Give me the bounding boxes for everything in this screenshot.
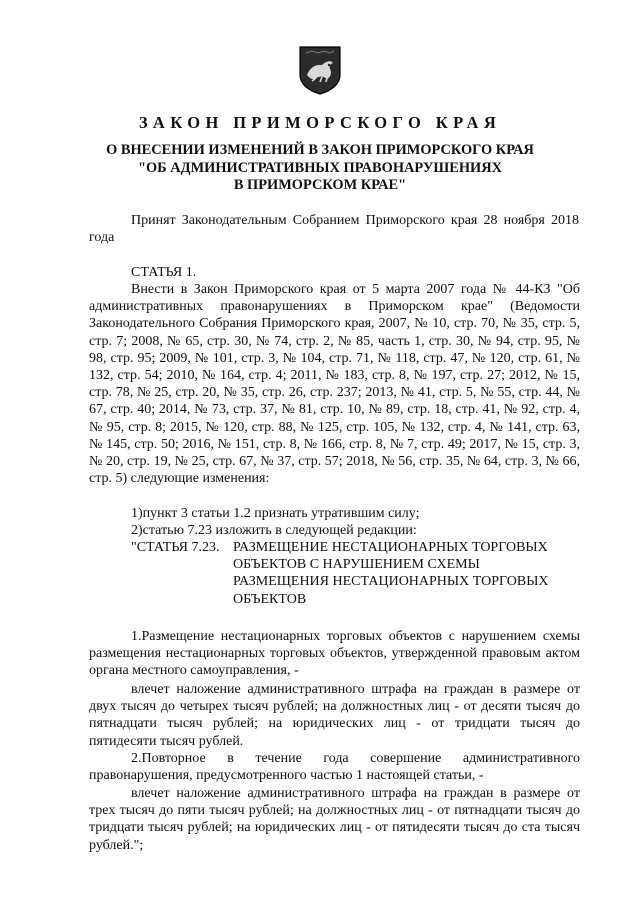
article-7-23-title-line: РАЗМЕЩЕНИЯ НЕСТАЦИОНАРНЫХ ТОРГОВЫХ bbox=[233, 574, 549, 590]
law-subtitle bbox=[0, 142, 640, 195]
article-7-23-title-line: ОБЪЕКТОВ С НАРУШЕНИЕМ СХЕМЫ bbox=[233, 557, 480, 573]
article-7-23-part-2: 2.Повторное в течение года совершение административного правонарушения, предусмотренного частью 1 настоящей статьи, - bbox=[89, 751, 580, 784]
article-7-23-title bbox=[233, 539, 593, 608]
article-1-heading: СТАТЬЯ 1. bbox=[131, 265, 197, 280]
article-7-23-title-line: ОБЪЕКТОВ bbox=[233, 591, 307, 607]
article-1-item-2: 2)статью 7.23 изложить в следующей редакции: bbox=[131, 523, 417, 538]
adoption-note: Принят Законодательным Собранием Приморского края 28 ноября 2018 года bbox=[89, 213, 579, 246]
article-7-23-title-line: РАЗМЕЩЕНИЕ НЕСТАЦИОНАРНЫХ ТОРГОВЫХ bbox=[233, 540, 548, 555]
article-7-23-part-2-penalty: влечет наложение административного штрафа на граждан в размере от трех тысяч до пяти тысяч рублей; на должностных лиц - от пятнадцати тысяч до тридцати тысяч рублей; на юридических лиц - от пятидесяти тысяч до ста тысяч рублей."; bbox=[89, 786, 580, 853]
subtitle-line: "ОБ АДМИНИСТРАТИВНЫХ ПРАВОНАРУШЕНИЯХ bbox=[138, 159, 502, 176]
subtitle-line: О ВНЕСЕНИИ ИЗМЕНЕНИЙ В ЗАКОН ПРИМОРСКОГО КРАЯ bbox=[106, 142, 534, 158]
article-7-23-part-1-penalty: влечет наложение административного штрафа на граждан в размере от двух тысяч до четырех тысяч рублей; на должностных лиц - от десяти тысяч до пятнадцати тысяч рублей; на юридических лиц - от тридцати тысяч до пятидесяти тысяч рублей. bbox=[89, 682, 580, 749]
article-1-body: Внести в Закон Приморского края от 5 марта 2007 года № 44-КЗ "Об административных правонарушениях в Приморском крае" (Ведомости Законодательного Собрания Приморского края, 2007, № 10, стр. 70, № 35, стр. 5, стр. 7; 2008, № 65, стр. 30, № 74, стр. 2, № 85, часть 1, стр. 30, № 94, стр. 95, № 98, стр. 95; 2009, № 101, стр. 3, № 104, стр. 71, № 118, стр. 47, № 120, стр. 61, № 132, стр. 54; 2010, № 164, стр. 4; 2011, № 183, стр. 8, № 197, стр. 27; 2012, № 15, стр. 78, № 25, стр. 20, № 35, стр. 26, стр. 237; 2013, № 41, стр. 5, № 55, стр. 44, № 67, стр. 40; 2014, № 73, стр. 37, № 81, стр. 10, № 89, стр. 18, стр. 41, № 92, стр. 4, № 95, стр. 8; 2015, № 120, стр. 88, № 125, стр. 105, № 132, стр. 4, № 141, стр. 63, № 145, стр. 50; 2016, № 151, стр. 8, № 166, стр. 8, № 7, стр. 49; 2017, № 15, стр. 3, № 20, стр. 19, № 25, стр. 67, № 37, стр. 57; 2018, № 56, стр. 35, № 64, стр. 3, № 66, стр. 5) следующие изменения: bbox=[89, 282, 580, 487]
subtitle-line: В ПРИМОРСКОМ КРАЕ" bbox=[233, 177, 407, 193]
article-7-23-part-1: 1.Размещение нестационарных торговых объектов с нарушением схемы размещения нестационарных торговых объектов, утвержденной правовым актом органа местного самоуправления, - bbox=[89, 629, 580, 679]
primorsky-krai-coat-of-arms-icon bbox=[298, 45, 342, 95]
law-title: ЗАКОН ПРИМОРСКОГО КРАЯ bbox=[138, 113, 502, 132]
article-7-23-label: "СТАТЬЯ 7.23. bbox=[131, 540, 220, 555]
article-1-item-1: 1)пункт 3 статьи 1.2 признать утратившим силу; bbox=[131, 506, 420, 521]
